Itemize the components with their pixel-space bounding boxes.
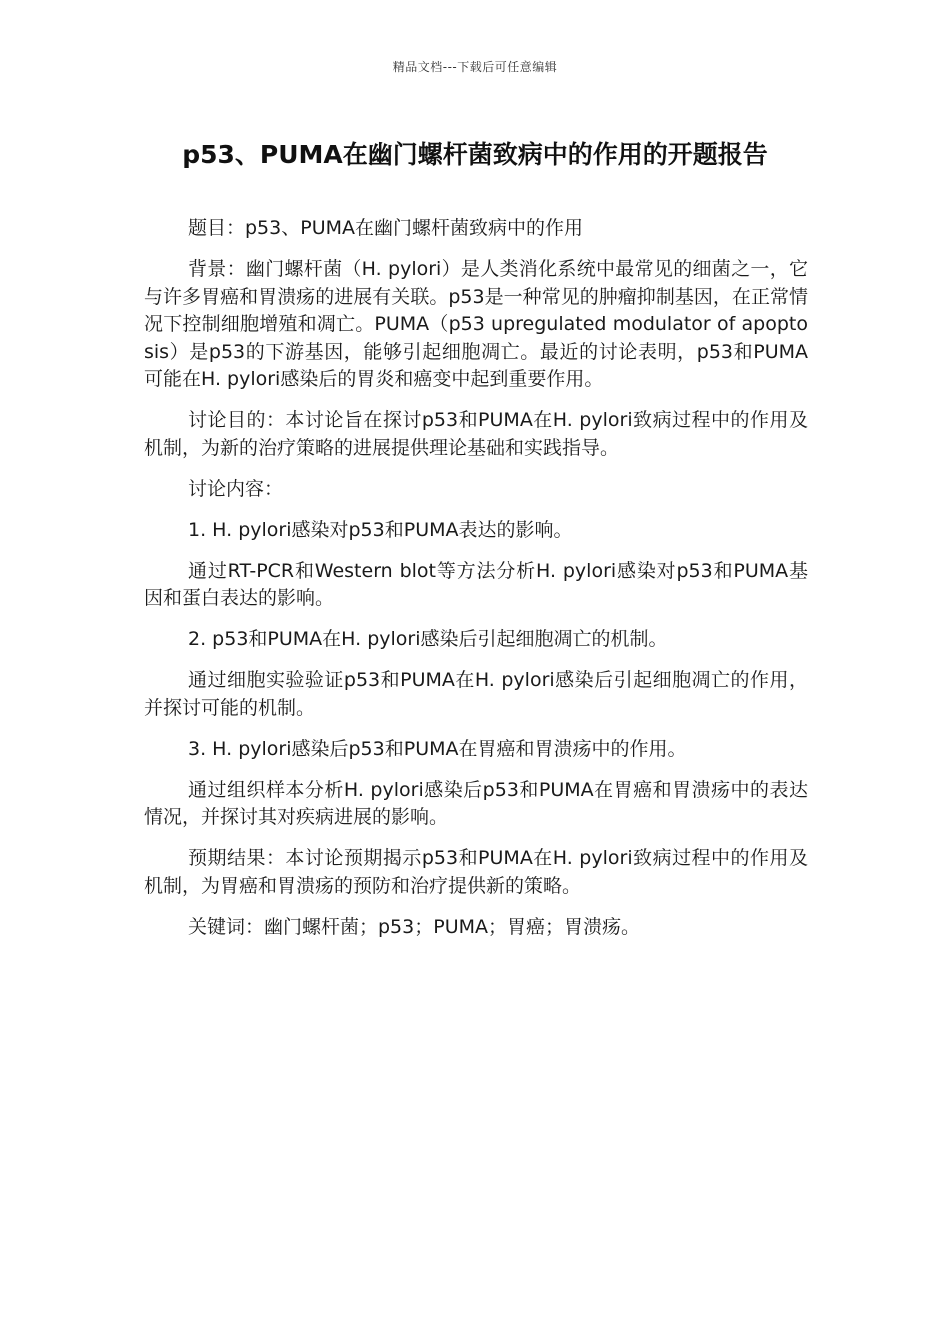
paragraph-item-2-heading: 2. p53和PUMA在H. pylori感染后引起细胞凋亡的机制。 [188,628,668,650]
paragraph-item-1-detail: 通过RT-PCR和Western blot等方法分析H. pylori感染对p53和PUMA基因和蛋白表达的影响。 [144,559,808,609]
paragraph-keywords: 关键词：幽门螺杆菌；p53；PUMA；胃癌；胃溃疡。 [188,915,640,938]
document-body [144,215,808,955]
paragraph-expected-results: 预期结果：本讨论预期揭示p53和PUMA在H. pylori致病过程中的作用及机制，为胃癌和胃溃疡的预防和治疗提供新的策略。 [144,847,808,897]
paragraph-topic: 题目：p53、PUMA在幽门螺杆菌致病中的作用 [188,217,583,239]
paragraph-item-3-detail: 通过组织样本分析H. pylori感染后p53和PUMA在胃癌和胃溃疡中的表达情况，并探讨其对疾病进展的影响。 [144,778,808,828]
paragraph-background: 背景：幽门螺杆菌（H. pylori）是人类消化系统中最常见的细菌之一，它与许多胃癌和胃溃疡的进展有关联。p53是一种常见的肿瘤抑制基因，在正常情况下控制细胞增殖和凋亡。PUMA（p53 upregulated modulator of apoptosis）是p53的下游基因，能够引起细胞凋亡。最近的讨论表明，p53和PUMA可能在H. pylori感染后的胃炎和癌变中起到重要作用。 [144,258,808,390]
page-header: 精品文档---下载后可任意编辑 [392,60,558,74]
paragraph-purpose: 讨论目的：本讨论旨在探讨p53和PUMA在H. pylori致病过程中的作用及机制，为新的治疗策略的进展提供理论基础和实践指导。 [144,409,808,459]
paragraph-content-heading: 讨论内容： [188,477,284,500]
paragraph-item-3-heading: 3. H. pylori感染后p53和PUMA在胃癌和胃溃疡中的作用。 [188,737,687,760]
paragraph-item-1-heading: 1. H. pylori感染对p53和PUMA表达的影响。 [188,518,573,541]
document-title: p53、PUMA在幽门螺杆菌致病中的作用的开题报告 [182,140,768,169]
paragraph-item-2-detail: 通过细胞实验验证p53和PUMA在H. pylori感染后引起细胞凋亡的作用，并探讨可能的机制。 [144,669,808,719]
